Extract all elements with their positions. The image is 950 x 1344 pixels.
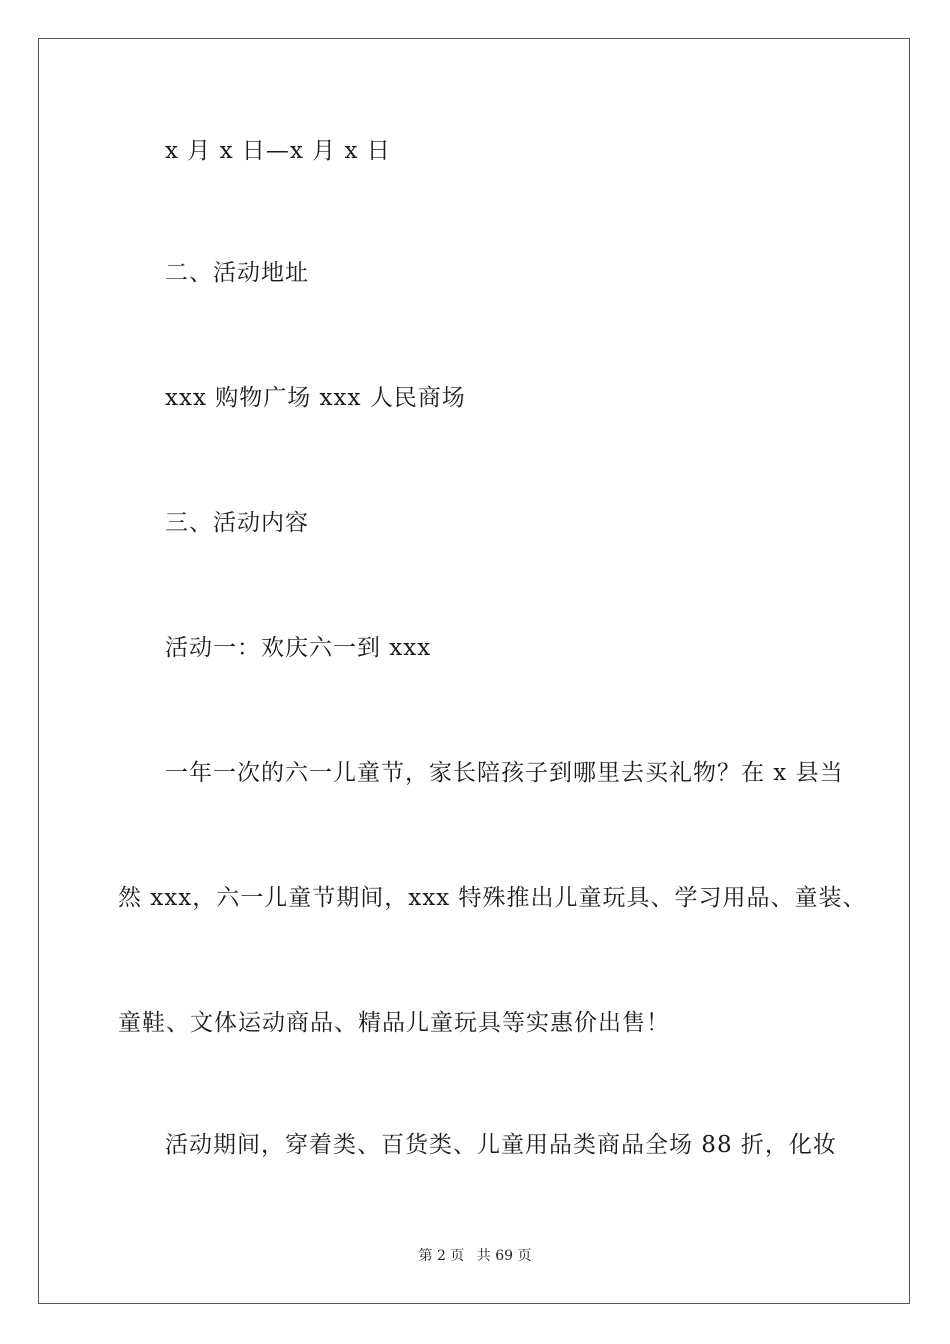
paragraph-line: 一年一次的六一儿童节，家长陪孩子到哪里去买礼物？在 x 县当 (165, 760, 844, 786)
section-heading-content: 三、活动内容 (165, 510, 309, 536)
page-frame (38, 38, 910, 1304)
section-heading-address: 二、活动地址 (165, 260, 309, 286)
page-footer (0, 1246, 950, 1266)
address-line: xxx 购物广场 xxx 人民商场 (165, 385, 466, 411)
date-range-line: x 月 x 日—x 月 x 日 (165, 138, 391, 164)
page-number: 第 2 页 (418, 1248, 465, 1264)
paragraph-line: 然 xxx，六一儿童节期间，xxx 特殊推出儿童玩具、学习用品、童装、 (118, 885, 867, 911)
paragraph-line: 活动期间，穿着类、百货类、儿童用品类商品全场 88 折，化妆 (165, 1132, 837, 1158)
activity-one-heading: 活动一：欢庆六一到 xxx (165, 635, 432, 661)
paragraph-line: 童鞋、文体运动商品、精品儿童玩具等实惠价出售！ (118, 1010, 670, 1036)
page-total: 共 69 页 (476, 1248, 532, 1264)
